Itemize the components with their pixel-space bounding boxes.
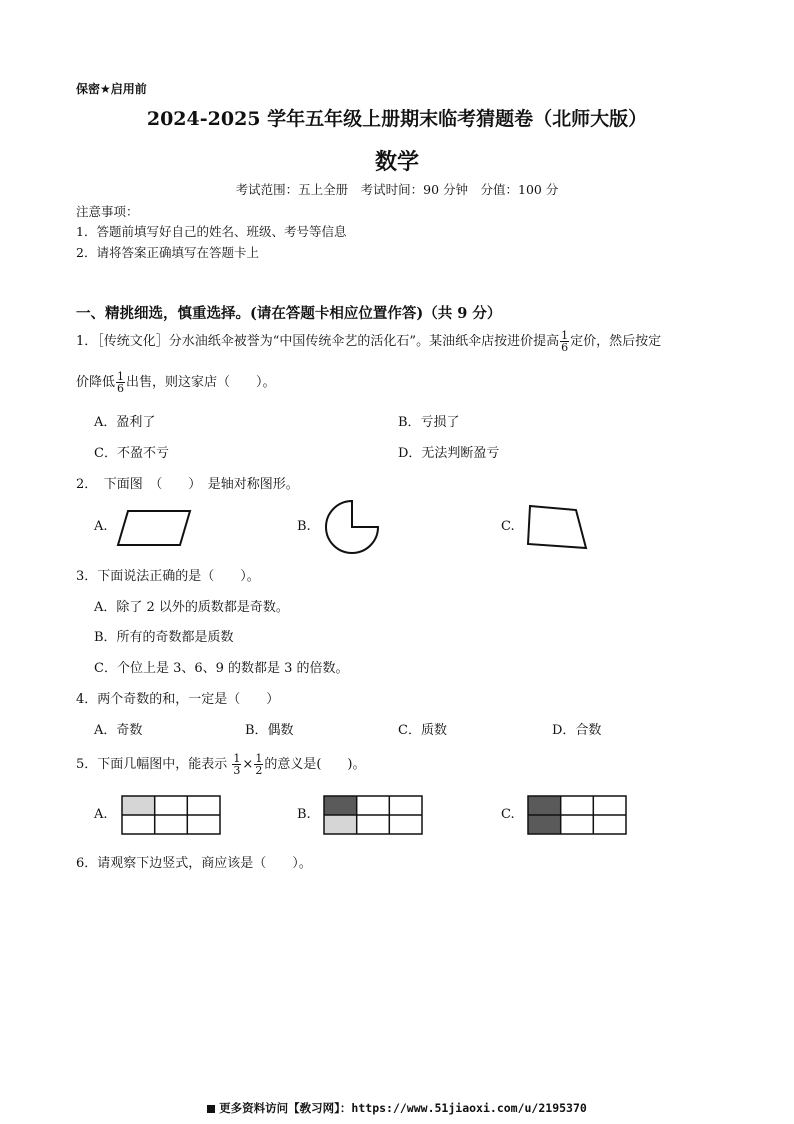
q4-option-d[interactable]: D．合数	[552, 723, 602, 738]
q1-option-c[interactable]: C．不盈不亏	[94, 446, 169, 461]
q3-option-a[interactable]: A．除了 2 以外的质数都是奇数。	[94, 600, 289, 615]
dark-cell	[324, 796, 357, 815]
fraction: $\frac{1}{6}$	[561, 329, 569, 354]
notes-heading: 注意事项：	[76, 204, 139, 219]
flag-icon	[207, 1105, 215, 1113]
fraction-one-third: $\frac{1}{3}$	[233, 752, 241, 777]
question-5	[76, 753, 365, 776]
exam-title: 2024-2025 学年五年级上册期末临考猜题卷（北师大版）	[146, 108, 648, 130]
exam-meta: 考试范围：五上全册 考试时间：90 分钟 分值：100 分	[235, 182, 559, 197]
grid-figure-b	[323, 795, 423, 835]
fraction-one-half: $\frac{1}{2}$	[255, 752, 263, 777]
times-sign: ×	[242, 757, 254, 772]
shaded-cell	[122, 796, 155, 815]
three-quarter-circle-figure	[325, 500, 383, 556]
note-item: 2．请将答案正确填写在答题卡上	[76, 245, 259, 260]
q1-text: 出售，则这家店（ ）。	[126, 375, 276, 390]
footer	[0, 1100, 794, 1116]
q1-text: 价降低	[76, 375, 116, 390]
q5-text: 的意义是( )。	[264, 757, 366, 772]
q4-option-b[interactable]: B．偶数	[245, 723, 294, 738]
q2-option-c-label[interactable]: C.	[501, 519, 515, 534]
q1-text: 定价，然后按定	[570, 334, 662, 349]
q1-option-a[interactable]: A．盈利了	[94, 415, 156, 430]
confidential-mark: 保密★启用前	[76, 82, 147, 96]
fraction: $\frac{1}{6}$	[117, 370, 125, 395]
q3-option-c[interactable]: C．个位上是 3、6、9 的数都是 3 的倍数。	[94, 661, 349, 676]
q5-text: 5．下面几幅图中，能表示	[76, 757, 228, 772]
note-item: 1．答题前填写好自己的姓名、班级、考号等信息	[76, 224, 347, 239]
q4-option-a[interactable]: A．奇数	[94, 723, 143, 738]
question-6: 6．请观察下边竖式，商应该是（ ）。	[76, 856, 312, 871]
question-1-line-2	[76, 371, 276, 394]
section-title: 一、精挑细选，慎重选择。(请在答题卡相应位置作答)（共 9 分）	[76, 305, 502, 322]
grid-figure-a	[121, 795, 221, 835]
question-2: 2． 下面图 （ ） 是轴对称图形。	[76, 477, 299, 492]
q4-option-c[interactable]: C．质数	[398, 723, 447, 738]
subject-title: 数学	[374, 149, 419, 175]
q2-option-b-label[interactable]: B.	[297, 519, 311, 534]
grid-figure-c	[527, 795, 627, 835]
question-1-line-1	[76, 330, 661, 353]
trapezoid-figure	[526, 504, 588, 550]
parallelogram-figure	[118, 509, 192, 547]
q5-option-a-label[interactable]: A.	[94, 807, 108, 822]
q5-option-c-label[interactable]: C.	[501, 807, 515, 822]
q1-text: 1．［传统文化］分水油纸伞被誉为“中国传统伞艺的活化石”。某油纸伞店按进价提高	[76, 334, 560, 349]
q1-option-b[interactable]: B．亏损了	[398, 415, 460, 430]
q3-option-b[interactable]: B．所有的奇数都是质数	[94, 630, 234, 645]
footer-link[interactable]: 更多资料访问【敎习网】：https://www.51jiaoxi.com/u/2195370	[219, 1101, 587, 1115]
q5-option-b-label[interactable]: B.	[297, 807, 311, 822]
q2-option-a-label[interactable]: A.	[94, 519, 108, 534]
shaded-cell	[324, 815, 357, 834]
question-3: 3．下面说法正确的是（ ）。	[76, 569, 260, 584]
question-4: 4．两个奇数的和，一定是（ ）	[76, 692, 280, 707]
q1-option-d[interactable]: D．无法判断盈亏	[398, 446, 500, 461]
